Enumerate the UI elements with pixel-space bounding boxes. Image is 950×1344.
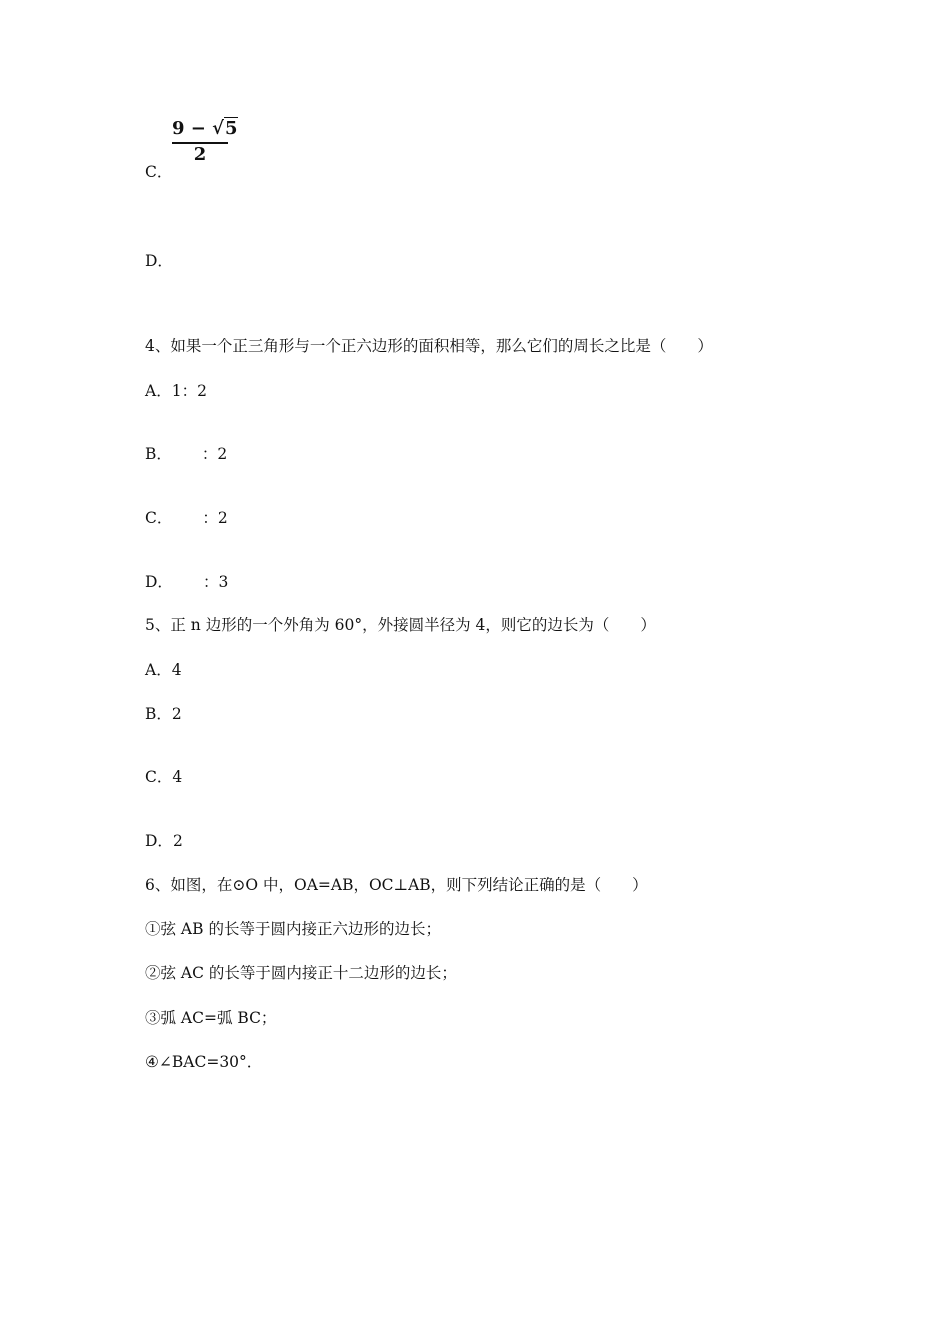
- square-root: √5: [212, 118, 238, 139]
- option-c-fraction: [172, 118, 238, 165]
- q4-option-c: C． ：2: [145, 509, 228, 527]
- fraction-denominator: 2: [193, 144, 207, 165]
- q4-stem: 4、如果一个正三角形与一个正六边形的面积相等，那么它们的周长之比是（ ）: [145, 337, 713, 355]
- fraction-numerator: 9 − √5: [172, 118, 238, 139]
- q6-statement-2: ②弦 AC 的长等于圆内接正十二边形的边长；: [145, 964, 457, 982]
- q4-option-b: B． ：2: [145, 445, 228, 463]
- q6-statement-4: ④∠BAC=30°．: [145, 1053, 263, 1071]
- q6-statement-3: ③弧 AC=弧 BC；: [145, 1009, 277, 1027]
- q5-stem: 5、正 n 边形的一个外角为 60°，外接圆半径为 4，则它的边长为（ ）: [145, 616, 656, 634]
- q6-stem: 6、如图，在⊙O 中，OA=AB，OC⊥AB，则下列结论正确的是（ ）: [145, 876, 648, 894]
- q4-option-a: A．1：2: [145, 382, 207, 400]
- q5-option-c: C．4: [145, 768, 183, 786]
- q3-option-c: C．: [145, 163, 173, 181]
- q6-statement-1: ①弦 AB 的长等于圆内接正六边形的边长；: [145, 920, 441, 938]
- q3-option-d: D．: [145, 252, 173, 270]
- q5-option-d: D．2: [145, 832, 183, 850]
- q5-option-a: A．4: [145, 661, 182, 679]
- q4-option-d: D． ：3: [145, 573, 229, 591]
- q5-option-b: B．2: [145, 705, 182, 723]
